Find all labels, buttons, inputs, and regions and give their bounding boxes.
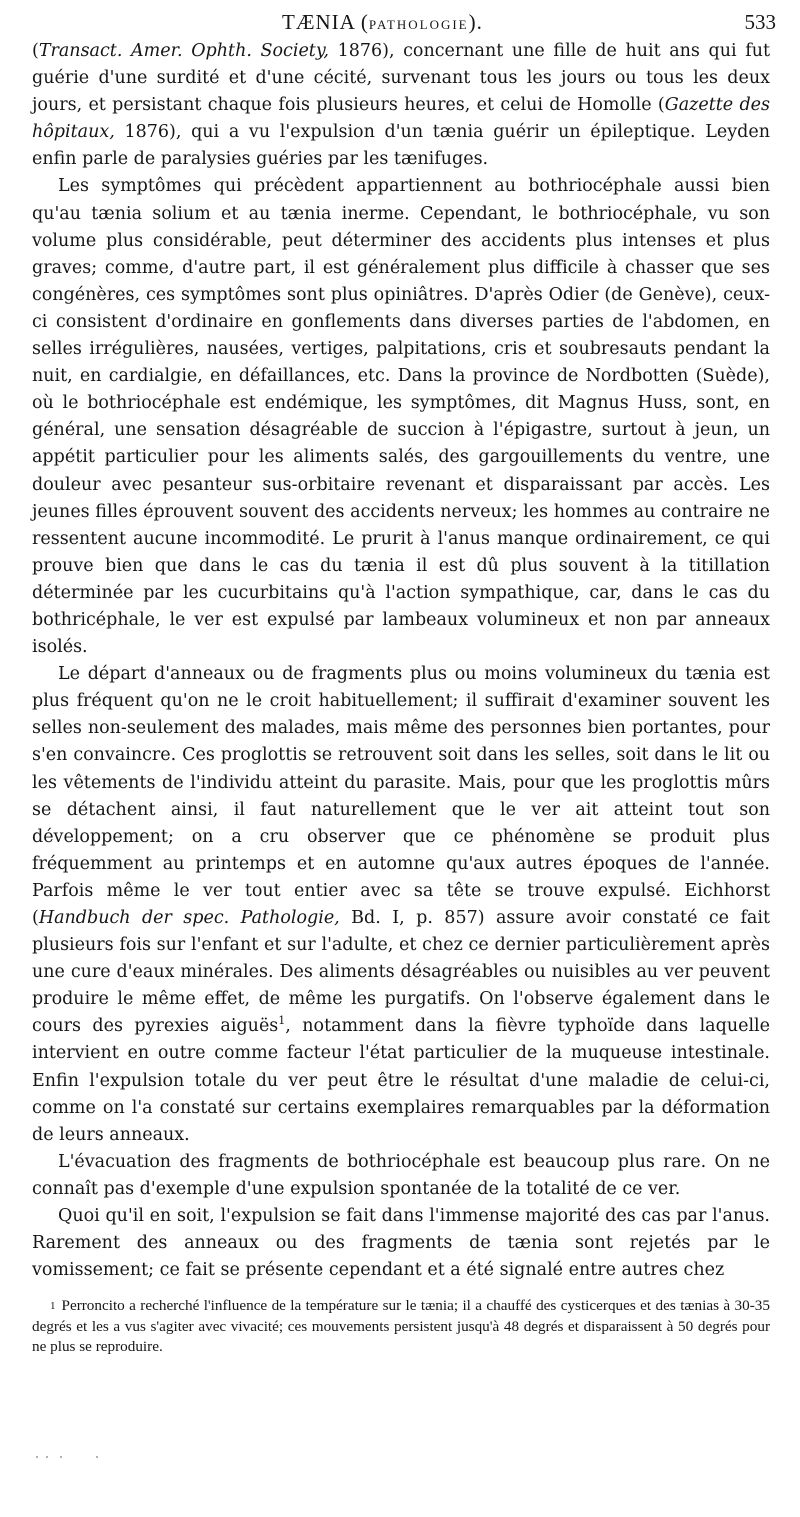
page-number: 533 bbox=[744, 10, 776, 34]
body-text bbox=[32, 38, 770, 1284]
scan-specks bbox=[36, 1452, 106, 1462]
p1-text-c: 1876), qui a vu l'expulsion d'un tænia guérir un épileptique. Leyden enfin parle de paralysies guéries par les tænifuges. bbox=[32, 122, 770, 170]
p3-text-b: Bd. I, p. 857) assure avoir constaté ce fait plusieurs fois sur l'enfant et sur l'adulte, et chez ce dernier particulièrement après une cure d'eaux minérales. Des aliments désagréables ou nuisibles au ver peuvent produire le même effet, de même les purgatifs. On l'observe également dans le cours des pyrexies aiguës bbox=[32, 908, 770, 1037]
footnote-separator bbox=[32, 1284, 770, 1288]
paragraph-3 bbox=[32, 661, 770, 1149]
scan-speck bbox=[46, 1456, 48, 1458]
p3-text-a: Le départ d'anneaux ou de fragments plus ou moins volumineux du tænia est plus fréquent qu'on ne le croit habituellement; il suffirait d'examiner souvent les selles non-seulement des malades, mais même des personnes bien portantes, pour s'en convaincre. Ces proglottis se retrouvent soit dans les selles, soit dans le lit ou les vêtements de l'individu atteint du parasite. Mais, pour que les proglottis mûrs se détachent ainsi, il faut naturellement que le ver ait atteint tout son développement; on a cru observer que ce phénomène se produit plus fréquemment au printemps et en automne qu'aux autres époques de l'année. Parfois même le ver tout entier avec sa tête se trouve expulsé. Eichhorst ( bbox=[32, 664, 770, 928]
running-title-main: TÆNIA ( bbox=[282, 10, 369, 34]
paragraph-1 bbox=[32, 38, 770, 173]
citation-gazette-hopitaux: Gazette des hôpitaux, bbox=[32, 95, 771, 143]
paragraph-4: L'évacuation des fragments de bothriocéphale est beaucoup plus rare. On ne connaît pas d'exemple d'une expulsion spontanée de la totalité de ce ver. bbox=[32, 1151, 770, 1199]
citation-transact-amer-ophth: Transact. Amer. Ophth. Society, bbox=[38, 41, 329, 61]
scan-speck bbox=[60, 1456, 62, 1458]
document-page bbox=[32, 0, 776, 1517]
running-header bbox=[32, 0, 776, 38]
paragraph-2: Les symptômes qui précèdent appartiennent au bothriocéphale aussi bien qu'au tænia solium et au tænia inerme. Cependant, le bothriocéphale, vu son volume plus considérable, peut déterminer des accidents plus intenses et plus graves; comme, d'autre part, il est généralement plus difficile à chasser que ses congénères, ces symptômes sont plus opiniâtres. D'après Odier (de Genève), ceux-ci consistent d'ordinaire en gonflements dans diverses parties de l'abdomen, en selles irrégulières, nausées, vertiges, palpitations, cris et soubresauts pendant la nuit, en cardialgie, en défaillances, etc. Dans la province de Nordbotten (Suède), où le bothriocéphale est endémique, les symptômes, dit Magnus Huss, sont, en général, une sensation désagréable de succion à l'épigastre, surtout à jeun, un appétit particulier pour les aliments salés, des gargouillements du ventre, une douleur avec pesanteur sus-orbitaire revenant et disparaissant par accès. Les jeunes filles éprouvent souvent des accidents nerveux; les hommes au contraire ne ressentent aucune incommodité. Le prurit à l'anus manque ordinairement, ce qui prouve bien que dans le cas du tænia il est dû plus souvent à la titillation déterminée par les cucurbitains qu'à l'action sympathique, car, dans le cas du bothricéphale, le ver est expulsé par lambeaux volumineux et non par anneaux isolés. bbox=[32, 176, 770, 658]
scan-speck bbox=[96, 1456, 98, 1458]
citation-handbuch: Handbuch der spec. Pathologie, bbox=[38, 908, 340, 928]
footnote-marker: 1 bbox=[50, 1300, 56, 1313]
scan-speck bbox=[36, 1456, 38, 1458]
footnote-call-1[interactable]: 1 bbox=[278, 1014, 286, 1028]
p3-text-c: , notamment dans la fièvre typhoïde dans laquelle intervient en outre comme facteur l'état particulier de la muqueuse intestinale. Enfin l'expulsion totale du ver peut être le résultat d'une maladie de celui-ci, comme on l'a constaté sur certains exemplaires remarquables par la déformation de leurs anneaux. bbox=[32, 1016, 770, 1145]
footnote-1 bbox=[32, 1296, 770, 1358]
footnote-text: Perroncito a recherché l'influence de la température sur le tænia; il a chauffé des cysticerques et des tænias à 30-35 degrés et les a vus s'agiter avec vivacité; ces mouvements persistent jusqu'à 48 degrés et disparaissent à 50 degrés pour ne plus se reproduire. bbox=[32, 1297, 770, 1356]
p1-text-a: ( bbox=[32, 41, 39, 61]
running-title-end: ). bbox=[468, 10, 483, 34]
p1-text-b: 1876), concernant une fille de huit ans qui fut guérie d'une surdité et d'une cécité, survenant tous les jours ou tous les deux jours, et persistant chaque fois plusieurs heures, et celui de Homolle ( bbox=[32, 41, 770, 116]
footnotes bbox=[32, 1296, 770, 1358]
running-title bbox=[282, 10, 483, 35]
paragraph-5: Quoi qu'il en soit, l'expulsion se fait dans l'immense majorité des cas par l'anus. Rarement des anneaux ou des fragments de tænia sont rejetés par le vomissement; ce fait se présente cependant et a été signalé entre autres chez bbox=[32, 1206, 770, 1281]
running-title-smallcaps: PATHOLOGIE bbox=[368, 17, 469, 32]
